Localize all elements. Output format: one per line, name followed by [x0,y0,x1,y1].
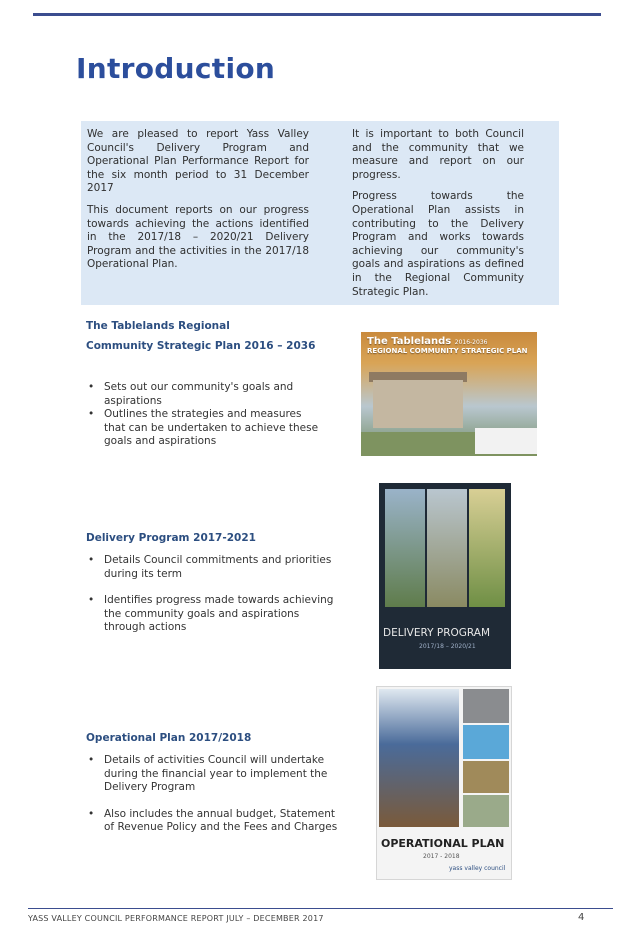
delivery-cover-years: 2017/18 – 2020/21 [419,643,476,650]
operational-heading: Operational Plan 2017/2018 [86,732,252,744]
list-item: • Also includes the annual budget, Statement of Revenue Policy and the Fees and Charges [86,808,342,835]
cover-photo [463,689,509,723]
cover-building [373,380,463,428]
operational-bullets [86,754,342,835]
operational-cover-logo: yass valley council [449,865,506,872]
cover-photo [427,489,467,607]
cover-photo [379,689,459,827]
cover-photo [385,489,425,607]
intro-left-column [87,128,309,280]
strategic-heading-line2: Community Strategic Plan 2016 – 2036 [86,340,316,352]
cover-photo [469,489,505,607]
cover-photo [463,725,509,759]
intro-paragraph: This document reports on our progress towards achieving the actions identified in the 2017/18 – 2020/21 Delivery Program and the activities in the 2017/18 Operational Plan. [87,203,309,271]
list-item: • Details Council commitments and priorities during its term [86,554,336,581]
list-item: • Identifies progress made towards achieving the community goals and aspirations through actions [86,594,336,635]
strategic-plan-cover-image [361,332,537,456]
strategic-heading-line1: The Tablelands Regional [86,320,230,332]
top-rule [33,13,601,16]
intro-paragraph: Progress towards the Operational Plan assists in contributing to the Delivery Program and works towards achieving our community's goals and aspirations as defined in the Regional Community Strategic Plan. [352,190,524,298]
cover-logo-strip [475,428,537,454]
list-item: • Sets out our community's goals and aspirations [86,381,326,408]
list-item: • Outlines the strategies and measures that can be undertaken to achieve these goals and aspirations [86,408,326,449]
intro-paragraph: It is important to both Council and the community that we measure and report on our progress. [352,128,524,181]
strategic-cover-years: 2016-2036 [454,339,488,346]
strategic-heading [86,316,315,356]
intro-box [81,121,559,305]
delivery-bullets [86,554,336,635]
operational-cover-years: 2017 - 2018 [423,853,460,860]
operational-cover-title: OPERATIONAL PLAN [381,837,505,850]
page-number: 4 [578,912,585,923]
strategic-bullets [86,381,326,449]
cover-photo [463,761,509,793]
page-title: Introduction [76,52,276,85]
strategic-cover-title-text: The Tablelands [367,336,452,347]
footer-rule [28,908,613,909]
footer-text: YASS VALLEY COUNCIL PERFORMANCE REPORT JULY – DECEMBER 2017 [28,914,324,923]
operational-plan-cover-image [376,686,512,880]
intro-paragraph: We are pleased to report Yass Valley Council's Delivery Program and Operational Plan Performance Report for the six month period to 31 December 2017 [87,128,309,195]
strategic-cover-subtitle: REGIONAL COMMUNITY STRATEGIC PLAN [367,347,528,355]
cover-photo [463,795,509,827]
list-item: • Details of activities Council will undertake during the financial year to implement the Delivery Program [86,754,342,795]
delivery-heading: Delivery Program 2017-2021 [86,532,256,544]
delivery-program-cover-image [379,483,511,669]
delivery-cover-title: DELIVERY PROGRAM [383,627,490,639]
intro-right-column [352,128,524,307]
